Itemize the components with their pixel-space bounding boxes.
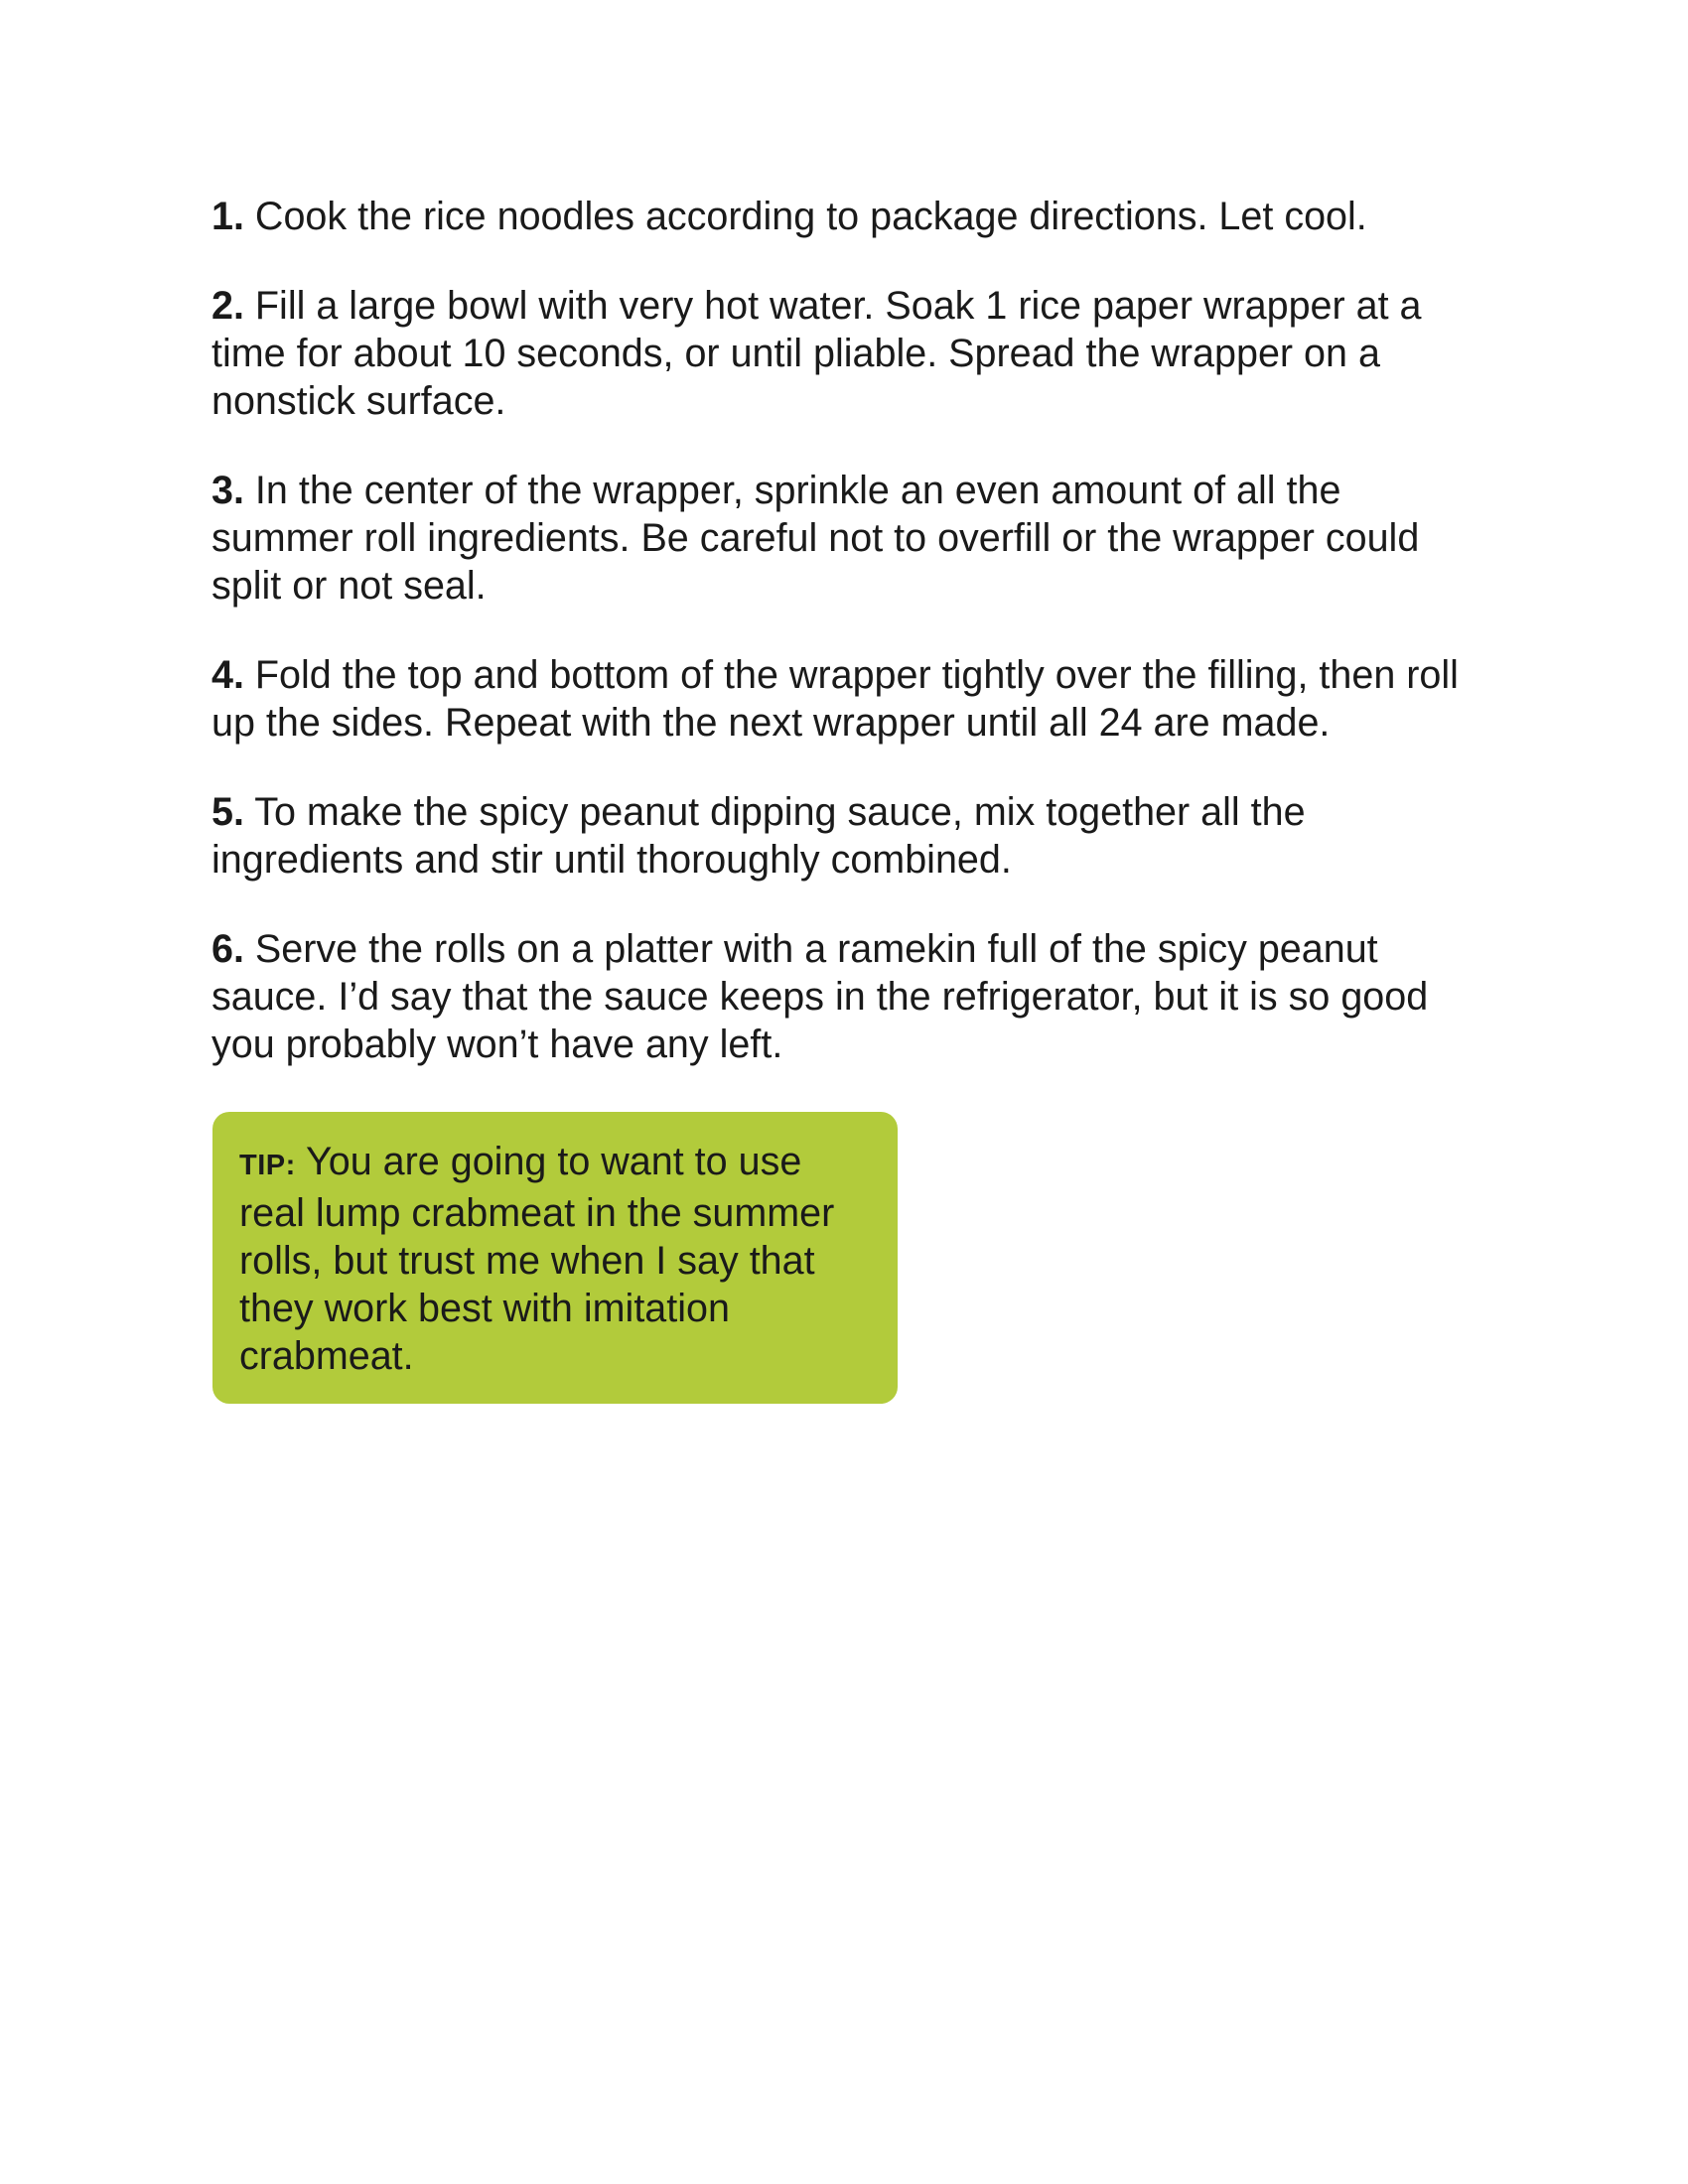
step-text: To make the spicy peanut dipping sauce, mix together all the ingredients and stir until thoroughly combined. xyxy=(211,790,1306,882)
step-6 xyxy=(211,925,1492,1068)
step-text: Fold the top and bottom of the wrapper tightly over the filling, then roll up the sides. Repeat with the next wrapper until all 24 are made. xyxy=(211,653,1459,745)
step-5 xyxy=(211,788,1492,884)
step-text: In the center of the wrapper, sprinkle an even amount of all the summer roll ingredients. Be careful not to overfill or the wrapper could split or not seal. xyxy=(211,469,1420,608)
step-number: 2. xyxy=(211,284,244,328)
step-text: Fill a large bowl with very hot water. Soak 1 rice paper wrapper at a time for about 10 seconds, or until pliable. Spread the wrapper on a nonstick surface. xyxy=(211,284,1422,423)
tip-box xyxy=(212,1112,898,1404)
tip-label: TIP: xyxy=(239,1150,296,1181)
step-text: Cook the rice noodles according to package directions. Let cool. xyxy=(243,195,1367,238)
step-text: Serve the rolls on a platter with a ramekin full of the spicy peanut sauce. I’d say that the sauce keeps in the refrigerator, but it is so good you probably won’t have any left. xyxy=(211,927,1429,1066)
step-number: 4. xyxy=(211,653,244,697)
step-number: 1. xyxy=(211,195,244,238)
step-number: 6. xyxy=(211,927,244,971)
step-3 xyxy=(211,467,1492,610)
recipe-steps-list xyxy=(211,193,1492,1110)
step-4 xyxy=(211,651,1492,747)
step-number: 3. xyxy=(211,469,244,512)
tip-text: You are going to want to use real lump crabmeat in the summer rolls, but trust me when I say that they work best with imitation crabmeat. xyxy=(239,1140,835,1378)
step-1 xyxy=(211,193,1492,240)
tip-paragraph xyxy=(239,1138,872,1380)
step-number: 5. xyxy=(211,790,244,834)
step-2 xyxy=(211,282,1492,425)
